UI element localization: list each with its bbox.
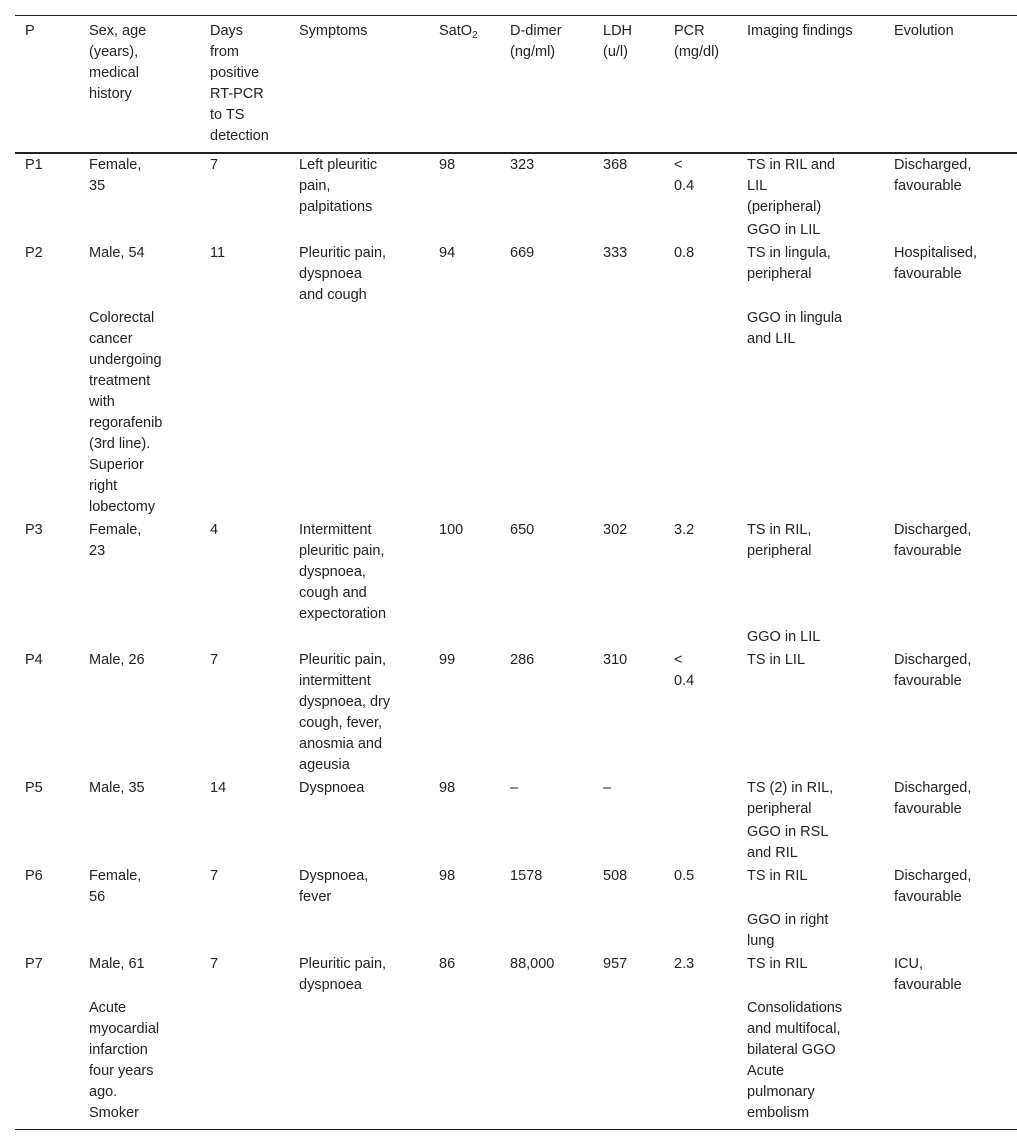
cell-ldh: 333 <box>603 245 628 261</box>
cell-sato2: 98 <box>439 868 456 884</box>
cell-days: 7 <box>210 956 219 972</box>
cell-evolution: Discharged, favourable <box>894 157 972 194</box>
cell-ldh: 508 <box>603 868 628 884</box>
cell-imaging-extra: GGO in LIL <box>747 222 821 238</box>
cell-sato2: 86 <box>439 956 456 972</box>
cell-p: P4 <box>25 652 43 668</box>
cell-d-dimer: 650 <box>510 522 535 538</box>
cell-symptoms: Pleuritic pain, intermittent dyspnoea, dry cough, fever, anosmia and ageusia <box>299 652 391 773</box>
cell-symptoms: Dyspnoea <box>299 780 365 796</box>
cell-p: P1 <box>25 157 43 173</box>
header-p: P <box>25 23 35 39</box>
cell-d-dimer: 669 <box>510 245 535 261</box>
cell-pcr: 2.3 <box>674 956 695 972</box>
cell-pcr: 0.5 <box>674 868 695 884</box>
cell-d-dimer: – <box>510 780 519 796</box>
header-imaging: Imaging findings <box>747 23 853 39</box>
cell-days: 4 <box>210 522 219 538</box>
cell-sex-age: Male, 54 <box>89 245 145 261</box>
cell-days: 7 <box>210 868 219 884</box>
header-pcr: PCR (mg/dl) <box>674 23 720 60</box>
header-symptoms: Symptoms <box>299 23 368 39</box>
cell-days: 7 <box>210 652 219 668</box>
cell-days: 14 <box>210 780 227 796</box>
cell-imaging: TS in lingula, peripheral <box>747 245 831 282</box>
cell-ldh: 310 <box>603 652 628 668</box>
header-evolution: Evolution <box>894 23 954 39</box>
cell-sex-age: Male, 61 <box>89 956 145 972</box>
cell-imaging-extra: GGO in lingula and LIL <box>747 310 843 347</box>
cell-sex-age: Female, 35 <box>89 157 142 194</box>
cell-p: P7 <box>25 956 43 972</box>
cell-pcr: < 0.4 <box>674 157 695 194</box>
cell-imaging-extra: GGO in LIL <box>747 629 821 645</box>
header-sato2 <box>439 21 478 42</box>
cell-history: Colorectal cancer undergoing treatment with regorafenib (3rd line). Superior right lobectomy <box>89 310 163 515</box>
header-ldh: LDH (u/l) <box>603 23 633 60</box>
cell-evolution: Hospitalised, favourable <box>894 245 978 282</box>
cell-imaging-extra: GGO in RSL and RIL <box>747 824 829 861</box>
cell-evolution: Discharged, favourable <box>894 868 972 905</box>
cell-d-dimer: 88,000 <box>510 956 555 972</box>
cell-evolution: Discharged, favourable <box>894 780 972 817</box>
cell-sex-age: Male, 26 <box>89 652 145 668</box>
cell-p: P5 <box>25 780 43 796</box>
cell-imaging: TS in RIL <box>747 868 808 884</box>
bottom-rule <box>15 1129 1017 1130</box>
cell-sato2: 98 <box>439 157 456 173</box>
cell-evolution: Discharged, favourable <box>894 652 972 689</box>
cell-pcr: < 0.4 <box>674 652 695 689</box>
cell-d-dimer: 286 <box>510 652 535 668</box>
cell-ldh: 957 <box>603 956 628 972</box>
cell-sex-age: Male, 35 <box>89 780 145 796</box>
cell-imaging: TS in RIL <box>747 956 808 972</box>
header-days: Days from positive RT-PCR to TS detection <box>210 23 269 144</box>
cell-imaging: TS in RIL, peripheral <box>747 522 812 559</box>
cell-days: 7 <box>210 157 219 173</box>
cell-sato2: 100 <box>439 522 464 538</box>
header-sex-age-history: Sex, age (years), medical history <box>89 23 147 102</box>
cell-symptoms: Pleuritic pain, dyspnoea and cough <box>299 245 387 303</box>
cell-p: P6 <box>25 868 43 884</box>
cell-ldh: – <box>603 780 612 796</box>
cell-symptoms: Dyspnoea, fever <box>299 868 369 905</box>
cell-imaging: TS in LIL <box>747 652 806 668</box>
cell-imaging: TS in RIL and LIL (peripheral) <box>747 157 836 215</box>
header-sato2-subscript: 2 <box>472 30 478 41</box>
cell-d-dimer: 323 <box>510 157 535 173</box>
header-rule <box>15 152 1017 154</box>
header-sato2-label: SatO <box>439 23 473 39</box>
cell-evolution: ICU, favourable <box>894 956 962 993</box>
cell-sex-age: Female, 23 <box>89 522 142 559</box>
cell-sato2: 94 <box>439 245 456 261</box>
cell-ldh: 302 <box>603 522 628 538</box>
cell-pcr: 3.2 <box>674 522 695 538</box>
cell-evolution: Discharged, favourable <box>894 522 972 559</box>
cell-p: P2 <box>25 245 43 261</box>
cell-sato2: 99 <box>439 652 456 668</box>
cell-sex-age: Female, 56 <box>89 868 142 905</box>
header-d-dimer: D-dimer (ng/ml) <box>510 23 562 60</box>
cell-symptoms: Left pleuritic pain, palpitations <box>299 157 378 215</box>
cell-d-dimer: 1578 <box>510 868 543 884</box>
cell-imaging: TS (2) in RIL, peripheral <box>747 780 834 817</box>
cell-symptoms: Intermittent pleuritic pain, dyspnoea, cough and expectoration <box>299 522 387 622</box>
cell-history: Acute myocardial infarction four years ago. Smoker <box>89 1000 160 1121</box>
cell-days: 11 <box>210 245 226 261</box>
cell-p: P3 <box>25 522 43 538</box>
cell-imaging-extra: Consolidations and multifocal, bilateral GGO Acute pulmonary embolism <box>747 1000 843 1121</box>
cell-pcr: 0.8 <box>674 245 695 261</box>
cell-imaging-extra: GGO in right lung <box>747 912 829 949</box>
top-rule <box>15 15 1017 16</box>
cell-symptoms: Pleuritic pain, dyspnoea <box>299 956 387 993</box>
cell-ldh: 368 <box>603 157 628 173</box>
cell-sato2: 98 <box>439 780 456 796</box>
